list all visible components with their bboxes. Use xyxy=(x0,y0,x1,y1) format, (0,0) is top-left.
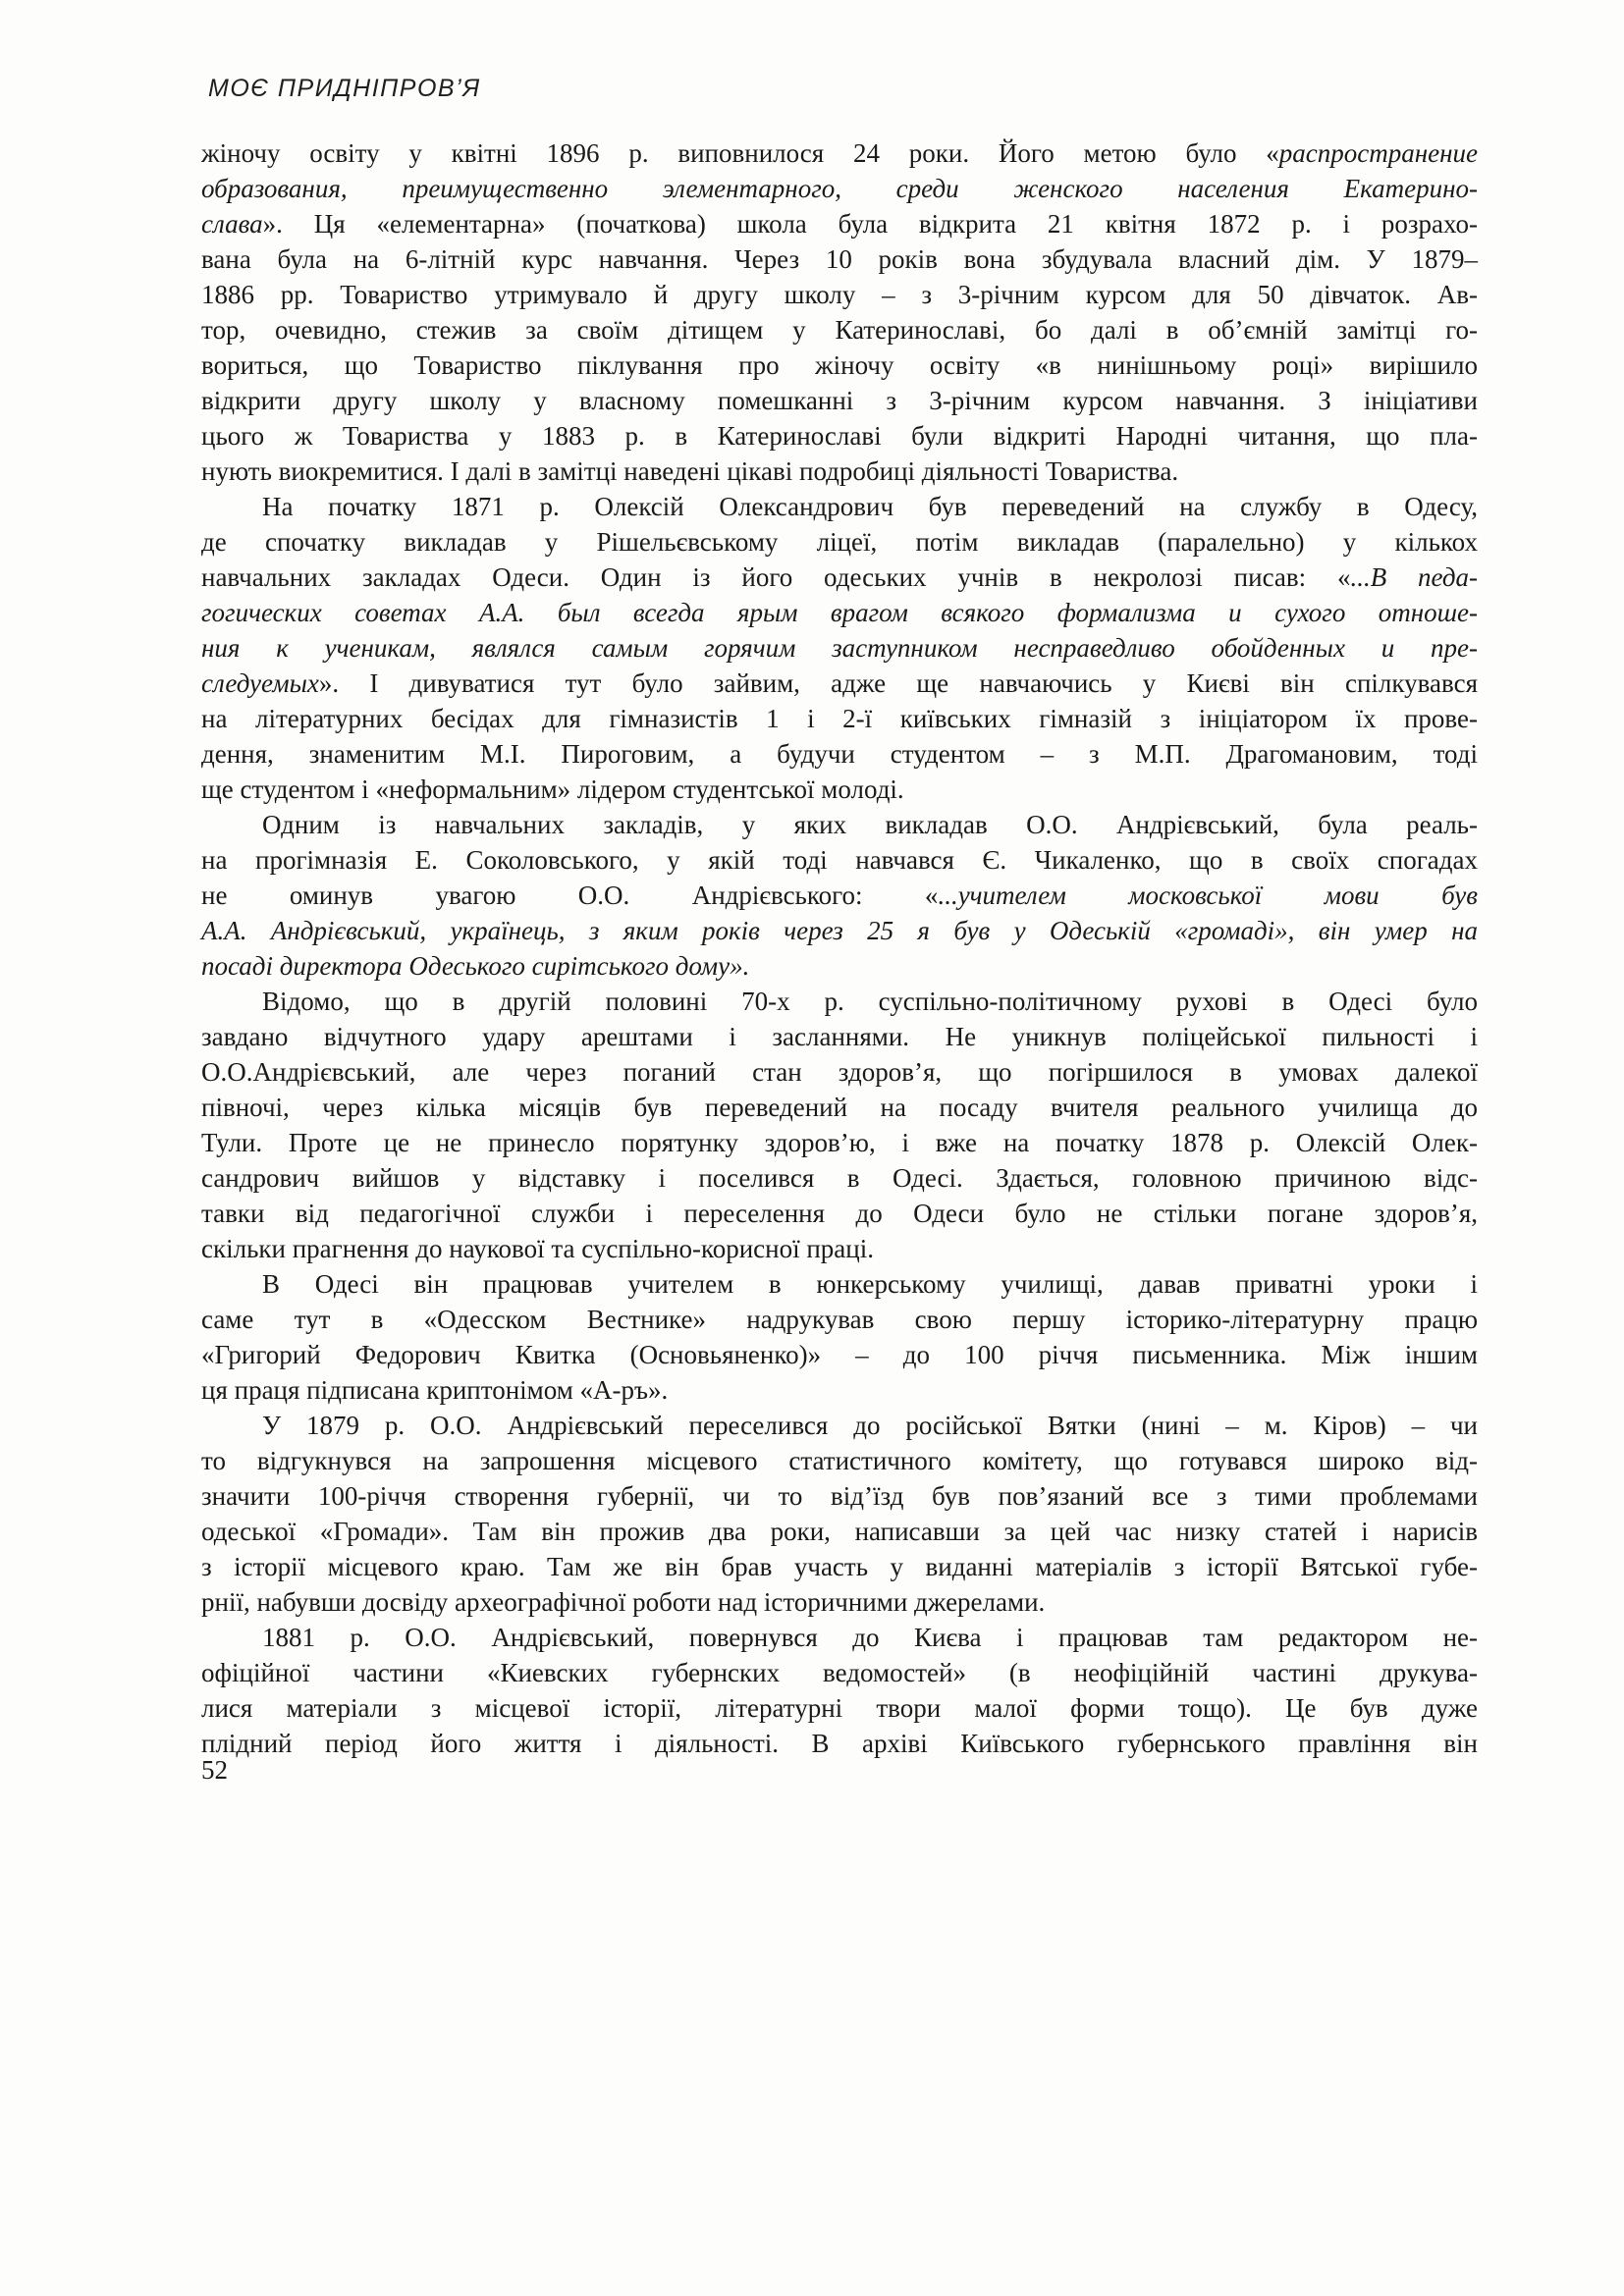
text-run: значити 100-річчя створення губернії, чи то від’їзд був пов’язаний все з тими проблемами xyxy=(201,1481,1478,1511)
text-line xyxy=(201,1337,1478,1372)
text-run: на літературних бесідах для гімназистів 1 і 2-ї київських гімназій з ініціатором їх прове- xyxy=(201,704,1478,733)
italic-text-run: гогических советах А.А. был всегда ярым врагом всякого формализма и сухого отноше- xyxy=(201,598,1478,627)
text-line xyxy=(201,701,1478,736)
text-line xyxy=(201,772,1478,807)
text-line xyxy=(201,560,1478,595)
italic-text-run: образования, преимущественно элементарного, среди женского населения Екатерино- xyxy=(201,174,1478,203)
text-run: 1881 р. О.О. Андрієвський, повернувся до Києва і працював там редактором не- xyxy=(262,1623,1478,1652)
text-run: одеської «Громади». Там він прожив два роки, написавши за цей час низку статей і нарисів xyxy=(201,1517,1478,1546)
text-run: навчальних закладах Одеси. Один із його одеських учнів в некролозі писав: « xyxy=(201,562,1351,592)
italic-text-run: ...В педа- xyxy=(1350,562,1478,592)
text-run: скільки прагнення до наукової та суспільно-корисної праці. xyxy=(201,1234,874,1263)
text-line xyxy=(201,1549,1478,1584)
text-run: саме тут в «Одесском Вестнике» надрукував свою першу історико-літературну працю xyxy=(201,1305,1478,1334)
italic-text-run: ния к ученикам, являлся самым горячим заступником несправедливо обойденных и пре- xyxy=(201,633,1478,663)
text-line xyxy=(201,1514,1478,1549)
text-run: ця праця підписана криптонімом «А-ръ». xyxy=(201,1375,669,1405)
text-line xyxy=(201,489,1478,524)
italic-text-run: слава xyxy=(201,209,263,239)
text-line xyxy=(201,206,1478,241)
text-line xyxy=(201,842,1478,878)
text-run: цього ж Товариства у 1883 р. в Катеринославі були відкриті Народні читання, що пла- xyxy=(201,421,1478,451)
text-run: О.О.Андрієвський, але через поганий стан здоров’я, що погіршилося в умовах далекої xyxy=(201,1057,1478,1087)
text-line xyxy=(201,1302,1478,1337)
text-run: на прогімназія Е. Соколовського, у якій тоді навчався Є. Чикаленко, що в своїх спогадах xyxy=(201,845,1478,875)
text-line xyxy=(201,1478,1478,1514)
text-line xyxy=(201,1690,1478,1726)
text-run: плідний період його життя і діяльності. В архіві Київського губернського правління він xyxy=(201,1729,1478,1758)
text-run: ». І дивуватися тут було зайвим, адже ще навчаючись у Києві він спілкувався xyxy=(318,668,1478,698)
text-run: нують виокремитися. І далі в замітці наведені цікаві подробиці діяльності Товариства. xyxy=(201,456,1179,486)
text-line xyxy=(201,312,1478,347)
text-run: В Одесі він працював учителем в юнкерському училищі, давав приватні уроки і xyxy=(262,1269,1478,1299)
text-run: вана була на 6-літній курс навчання. Через 10 років вона збудувала власний дім. У 1879– xyxy=(201,244,1478,274)
text-line xyxy=(201,948,1478,984)
text-line xyxy=(201,1443,1478,1478)
text-run: рнії, набувши досвіду археографічної роботи над історичними джерелами. xyxy=(201,1587,1046,1617)
text-block xyxy=(201,135,1478,1761)
text-run: не оминув увагою О.О. Андрієвського: « xyxy=(201,881,939,910)
text-line xyxy=(201,1726,1478,1761)
text-run: жіночу освіту у квітні 1896 р. виповнилося 24 роки. Його метою було « xyxy=(201,138,1279,168)
text-run: офіційної частини «Киевских губернских ведомостей» (в неофіційній частині друкува- xyxy=(201,1658,1478,1687)
text-run: дення, знаменитим М.І. Пироговим, а будучи студентом – з М.П. Драгомановим, тоді xyxy=(201,739,1478,769)
text-run: завдано відчутного удару арештами і засланнями. Не уникнув поліцейської пильності і xyxy=(201,1022,1478,1051)
text-run: лися матеріали з місцевої історії, літературні твори малої форми тощо). Це був дуже xyxy=(201,1693,1478,1723)
text-line xyxy=(201,347,1478,383)
text-line xyxy=(201,383,1478,418)
text-line xyxy=(201,736,1478,772)
text-run: відкрити другу школу у власному помешканні з 3-річним курсом навчання. З ініціативи xyxy=(201,386,1478,415)
text-run: сандрович вийшов у відставку і поселився в Одесі. Здається, головною причиною відс- xyxy=(201,1163,1478,1193)
text-run: 1886 рр. Товариство утримувало й другу школу – з 3-річним курсом для 50 дівчаток. Ав- xyxy=(201,280,1478,309)
text-line xyxy=(201,1655,1478,1690)
text-line xyxy=(201,277,1478,312)
text-line xyxy=(201,878,1478,913)
text-run: з історії місцевого краю. Там же він брав участь у виданні матеріалів з історії Вятської губе- xyxy=(201,1552,1478,1581)
text-line xyxy=(201,807,1478,842)
text-line xyxy=(201,630,1478,666)
italic-text-run: следуемых xyxy=(201,668,319,698)
text-line xyxy=(201,1231,1478,1266)
italic-text-run: А.А. Андрієвський, українець, з яким років через 25 я був у Одеській «громаді», він умер на xyxy=(201,916,1478,945)
text-line xyxy=(201,1090,1478,1125)
text-line xyxy=(201,1019,1478,1054)
text-run: ще студентом і «неформальним» лідером студентської молоді. xyxy=(201,774,904,804)
text-line xyxy=(201,1266,1478,1302)
text-line xyxy=(201,135,1478,171)
text-line xyxy=(201,418,1478,454)
text-line xyxy=(201,1584,1478,1620)
text-run: де спочатку викладав у Рішельєвському ліцеї, потім викладав (паралельно) у кількох xyxy=(201,527,1478,557)
italic-text-run: распространение xyxy=(1278,138,1478,168)
text-run: Відомо, що в другій половині 70-х р. суспільно-політичному рухові в Одесі було xyxy=(262,987,1478,1016)
italic-text-run: ...учителем московської мови був xyxy=(938,881,1478,910)
text-run: тавки від педагогічної служби і переселення до Одеси було не стільки погане здоров’я, xyxy=(201,1199,1478,1228)
text-line xyxy=(201,1620,1478,1655)
text-line xyxy=(201,1125,1478,1160)
text-line xyxy=(201,454,1478,489)
text-run: У 1879 р. О.О. Андрієвський переселився до російської Вятки (нині – м. Кіров) – чи xyxy=(262,1411,1478,1440)
text-run: півночі, через кілька місяців був переведений на посаду вчителя реального училища до xyxy=(201,1093,1478,1122)
text-run: то відгукнувся на запрошення місцевого статистичного комітету, що готувався широко від- xyxy=(201,1446,1478,1475)
text-line xyxy=(201,171,1478,206)
text-run: ». Ця «елементарна» (початкова) школа була відкрита 21 квітня 1872 р. і розрахо- xyxy=(262,209,1478,239)
text-line xyxy=(201,1372,1478,1408)
text-run: Тули. Проте це не принесло порятунку здоров’ю, і вже на початку 1878 р. Олексій Олек- xyxy=(201,1128,1478,1157)
text-run: Одним із навчальних закладів, у яких викладав О.О. Андрієвський, була реаль- xyxy=(262,810,1478,839)
text-line xyxy=(201,1160,1478,1196)
text-line xyxy=(201,524,1478,560)
text-line xyxy=(201,666,1478,701)
italic-text-run: посаді директора Одеського сирітського дому». xyxy=(201,951,750,981)
text-line xyxy=(201,1054,1478,1090)
text-line xyxy=(201,241,1478,277)
running-header: МОЄ ПРИДНІПРОВ’Я xyxy=(208,75,481,102)
text-line xyxy=(201,1408,1478,1443)
text-line xyxy=(201,595,1478,630)
text-run: На початку 1871 р. Олексій Олександрович був переведений на службу в Одесу, xyxy=(262,492,1478,521)
text-run: «Григорий Федорович Квитка (Основьяненко)» – до 100 річчя письменника. Між іншим xyxy=(201,1340,1478,1369)
text-run: вориться, що Товариство піклування про жіночу освіту «в нинішньому році» вирішило xyxy=(201,350,1478,380)
text-line xyxy=(201,913,1478,948)
text-line xyxy=(201,1196,1478,1231)
page-number: 52 xyxy=(201,1755,228,1785)
text-run: тор, очевидно, стежив за своїм дітищем у Катеринославі, бо далі в об’ємній замітці го- xyxy=(201,315,1478,345)
text-line xyxy=(201,984,1478,1019)
